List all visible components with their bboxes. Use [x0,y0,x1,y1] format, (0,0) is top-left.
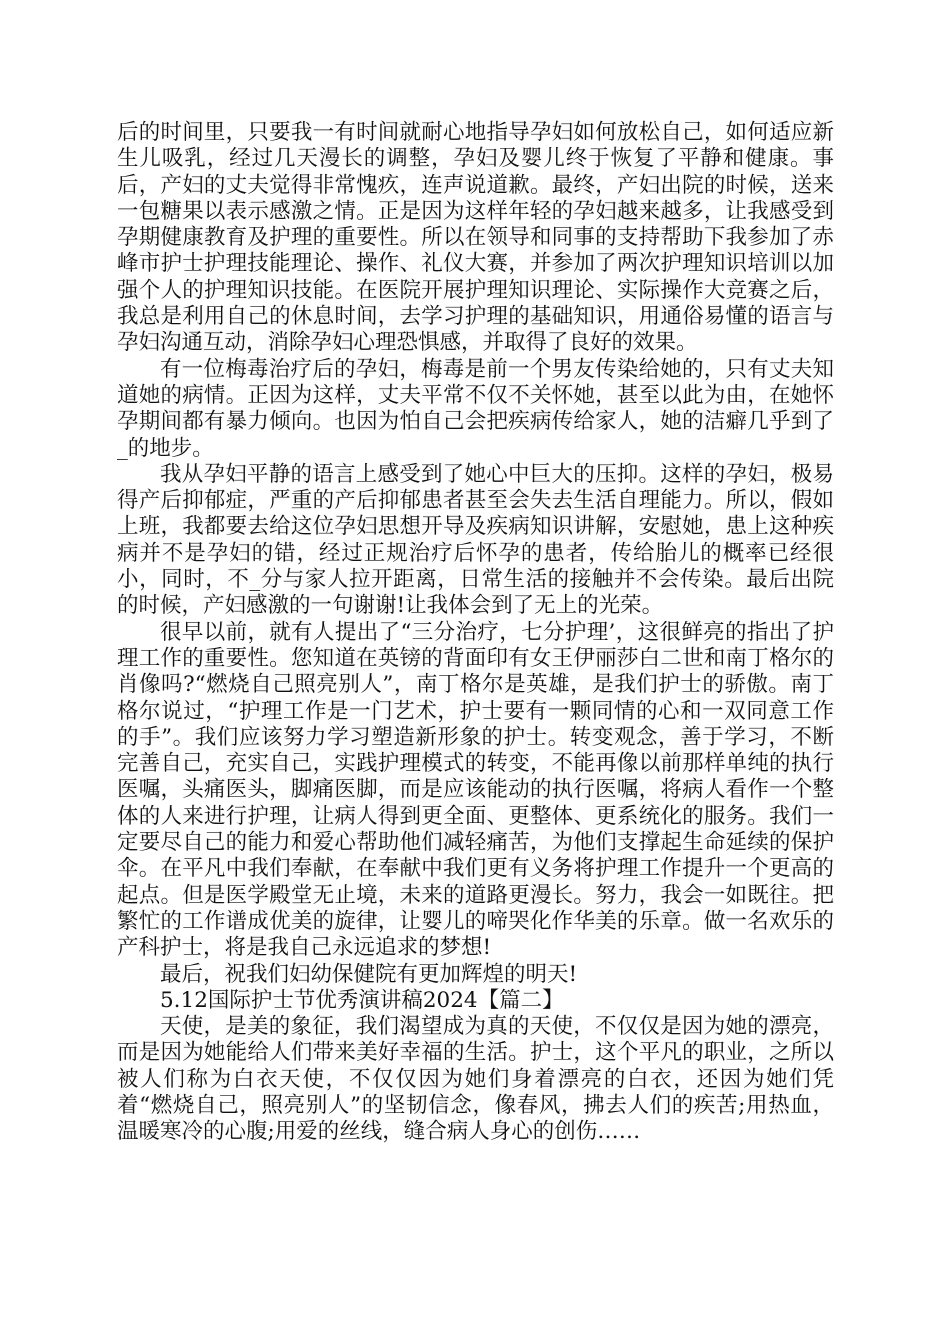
document-page [117,120,834,1146]
paragraph-syphilis-patient: 有一位梅毒治疗后的孕妇，梅毒是前一个男友传染给她的，只有丈夫知道她的病情。正因为这样，丈夫平常不仅不关怀她，甚至以此为由，在她怀孕期间都有暴力倾向。也因为怕自己会把疾病传给家人，她的洁癖几乎到了_的地步。 [117,356,834,461]
paragraph-continuation: 后的时间里，只要我一有时间就耐心地指导孕妇如何放松自己，如何适应新生儿吸乳，经过几天漫长的调整，孕妇及婴儿终于恢复了平静和健康。事后，产妇的丈夫觉得非常愧疚，连声说道歉。最终，产妇出院的时候，送来一包糖果以表示感激之情。正是因为这样年轻的孕妇越来越多，让我感受到孕期健康教育及护理的重要性。所以在领导和同事的支持帮助下我参加了赤峰市护士护理技能理论、操作、礼仪大赛，并参加了两次护理知识培训以加强个人的护理知识技能。在医院开展护理知识理论、实际操作大竞赛之后，我总是利用自己的休息时间，去学习护理的基础知识，用通俗易懂的语言与孕妇沟通互动，消除孕妇心理恐惧感，并取得了良好的效果。 [117,120,834,356]
paragraph-angel: 天使，是美的象征，我们渴望成为真的天使，不仅仅是因为她的漂亮，而是因为她能给人们带来美好幸福的生活。护士，这个平凡的职业，之所以被人们称为白衣天使，不仅仅因为她们身着漂亮的白衣，还因为她们凭着“燃烧自己，照亮别人”的坚韧信念，像春风，拂去人们的疾苦;用热血，温暖寒冷的心腹;用爱的丝线，缝合病人身心的创伤…… [117,1014,834,1145]
section-heading: 5.12国际护士节优秀演讲稿2024【篇二】 [160,987,564,1013]
paragraph-nursing-importance: 很早以前，就有人提出了“三分治疗，七分护理’，这很鲜亮的指出了护理工作的重要性。您知道在英镑的背面印有女王伊丽莎白二世和南丁格尔的肖像吗?“燃烧自己照亮别人”，南丁格尔是英雄，是我们护士的骄傲。南丁格尔说过，“护理工作是一门艺术，护士要有一颗同情的心和一双同意工作的手”。我们应该努力学习塑造新形象的护士。转变观念，善于学习，不断完善自己，充实自己，实践护理模式的转变，不能再像以前那样单纯的执行医嘱，头痛医头，脚痛医脚，而是应该能动的执行医嘱，将病人看作一个整体的人来进行护理，让病人得到更全面、更整体、更系统化的服务。我们一定要尽自己的能力和爱心帮助他们减轻痛苦，为他们支撑起生命延续的保护伞。在平凡中我们奉献，在奉献中我们更有义务将护理工作提升一个更高的起点。但是医学殿堂无止境，未来的道路更漫长。努力，我会一如既往。把繁忙的工作谱成优美的旋律，让婴儿的啼哭化作华美的乐章。做一名欢乐的产科护士，将是我自己永远追求的梦想! [117,619,834,961]
paragraph-closing-wish: 最后，祝我们妇幼保健院有更加辉煌的明天! [160,961,578,987]
paragraph-depression-care: 我从孕妇平静的语言上感受到了她心中巨大的压抑。这样的孕妇，极易得产后抑郁症，严重的产后抑郁患者甚至会失去生活自理能力。所以，假如上班，我都要去给这位孕妇思想开导及疾病知识讲解，安慰她，患上这种疾病并不是孕妇的错，经过正规治疗后怀孕的患者，传给胎儿的概率已经很小，同时，不_分与家人拉开距离，日常生活的接触并不会传染。最后出院的时候，产妇感激的一句谢谢!让我体会到了无上的光荣。 [117,461,834,619]
